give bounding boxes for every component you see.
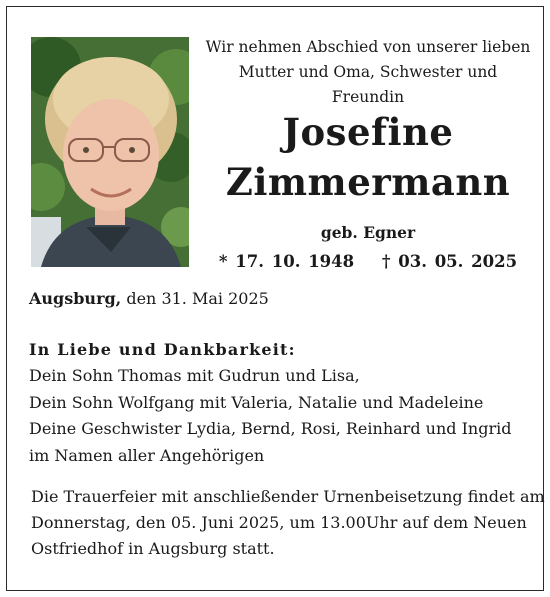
mourner-line: im Namen aller Angehörigen [29, 445, 265, 465]
last-name: Zimmermann [225, 160, 511, 204]
thanks-heading: In Liebe und Dankbarkeit: [29, 340, 296, 359]
place-and-date [29, 289, 269, 308]
mourners-list [29, 363, 511, 469]
mourner-line: Deine Geschwister Lydia, Bernd, Rosi, Reinhard und Ingrid [29, 419, 512, 438]
place-name: Augsburg, [29, 289, 122, 308]
ceremony-notice [31, 484, 545, 562]
ceremony-line: Die Trauerfeier mit anschließender Urnenbeisetzung findet am [31, 487, 545, 506]
ceremony-line: Ostfriedhof in Augsburg statt. [31, 539, 275, 558]
place-date: den 31. Mai 2025 [121, 289, 269, 308]
birth-date: * 17. 10. 1948 [218, 252, 355, 271]
maiden-name: geb. Egner [320, 223, 416, 242]
intro-line: Wir nehmen Abschied von unserer lieben [205, 38, 531, 56]
portrait-photo [31, 37, 189, 267]
deceased-name [203, 107, 533, 207]
first-name: Josefine [282, 110, 454, 154]
intro-text [203, 35, 533, 110]
obituary-card [6, 6, 544, 591]
mourner-line: Dein Sohn Wolfgang mit Valeria, Natalie und Madeleine [29, 392, 484, 412]
intro-line: Mutter und Oma, Schwester und Freundin [238, 63, 498, 106]
death-date: † 03. 05. 2025 [381, 252, 518, 271]
life-dates [203, 252, 533, 271]
ceremony-line: Donnerstag, den 05. Juni 2025, um 13.00Uhr auf dem Neuen [31, 513, 527, 532]
mourner-line: Dein Sohn Thomas mit Gudrun und Lisa, [29, 366, 360, 385]
